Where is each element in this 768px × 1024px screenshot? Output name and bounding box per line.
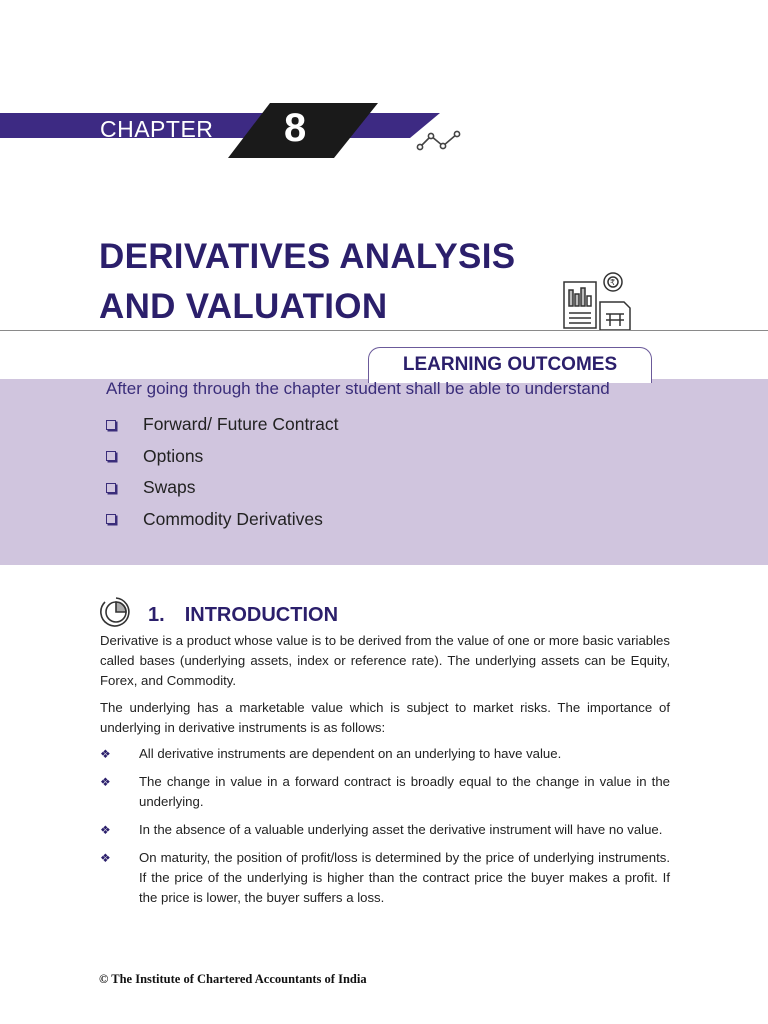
page-footer: © The Institute of Chartered Accountants of India xyxy=(99,972,367,986)
svg-text:₹: ₹ xyxy=(610,278,616,287)
clock-chart-icon xyxy=(99,596,133,628)
chapter-label: CHAPTER xyxy=(100,116,214,142)
list-item xyxy=(100,744,670,764)
chapter-title xyxy=(99,232,515,332)
list-item-label: Swaps xyxy=(143,477,196,498)
diamond-bullet-icon: ❖ xyxy=(100,823,111,837)
learning-outcomes-heading: LEARNING OUTCOMES xyxy=(402,354,618,375)
list-item xyxy=(100,848,670,908)
bullet-text: All derivative instruments are dependent on an underlying to have value. xyxy=(139,746,562,761)
list-item xyxy=(106,472,338,504)
line-chart-icon xyxy=(417,131,459,149)
title-divider xyxy=(0,330,768,331)
list-item-label: Forward/ Future Contract xyxy=(143,414,339,435)
diamond-bullet-icon: ❖ xyxy=(100,775,111,789)
intro-bullet-list xyxy=(100,744,670,916)
checkbox-icon xyxy=(106,483,116,493)
section-title: INTRODUCTION xyxy=(184,604,339,626)
bullet-text: The change in value in a forward contract is broadly equal to the change in value in the underlying. xyxy=(139,774,670,809)
checkbox-icon xyxy=(106,514,116,524)
bullet-text: In the absence of a valuable underlying asset the derivative instrument will have no value. xyxy=(139,822,663,837)
intro-paragraph-1: Derivative is a product whose value is to be derived from the value of one or more basic variables called bases (underlying assets, index or reference rate). The underlying assets can be Equity, Forex, and Commodity. xyxy=(100,633,670,688)
list-item xyxy=(106,504,338,536)
section-number: 1. xyxy=(148,604,165,626)
learning-outcomes-list xyxy=(106,409,338,535)
list-item-label: Options xyxy=(143,445,204,466)
section-heading xyxy=(148,604,338,627)
chapter-banner xyxy=(0,98,480,160)
list-item xyxy=(100,820,670,840)
learning-outcomes-tab xyxy=(368,347,652,383)
diamond-bullet-icon: ❖ xyxy=(100,747,111,761)
chapter-title-line-2: AND VALUATION xyxy=(99,287,388,326)
financial-report-icon xyxy=(560,268,636,334)
bullet-text: On maturity, the position of profit/loss is determined by the price of underlying instruments. If the price of the underlying is higher than the contract price the buyer makes a profit. If the price is lower, the buyer suffers a loss. xyxy=(139,850,670,905)
chapter-number: 8 xyxy=(284,106,307,150)
list-item xyxy=(106,441,338,473)
checkbox-icon xyxy=(106,451,116,461)
list-item xyxy=(106,409,338,441)
diamond-bullet-icon: ❖ xyxy=(100,851,111,865)
chapter-title-line-1: DERIVATIVES ANALYSIS xyxy=(99,237,516,276)
learning-outcomes-intro: After going through the chapter student shall be able to understand xyxy=(106,379,610,398)
list-item-label: Commodity Derivatives xyxy=(143,508,323,529)
intro-paragraph-2: The underlying has a marketable value which is subject to market risks. The importance of underlying in derivative instruments is as follows: xyxy=(100,700,670,735)
list-item xyxy=(100,772,670,812)
checkbox-icon xyxy=(106,420,116,430)
